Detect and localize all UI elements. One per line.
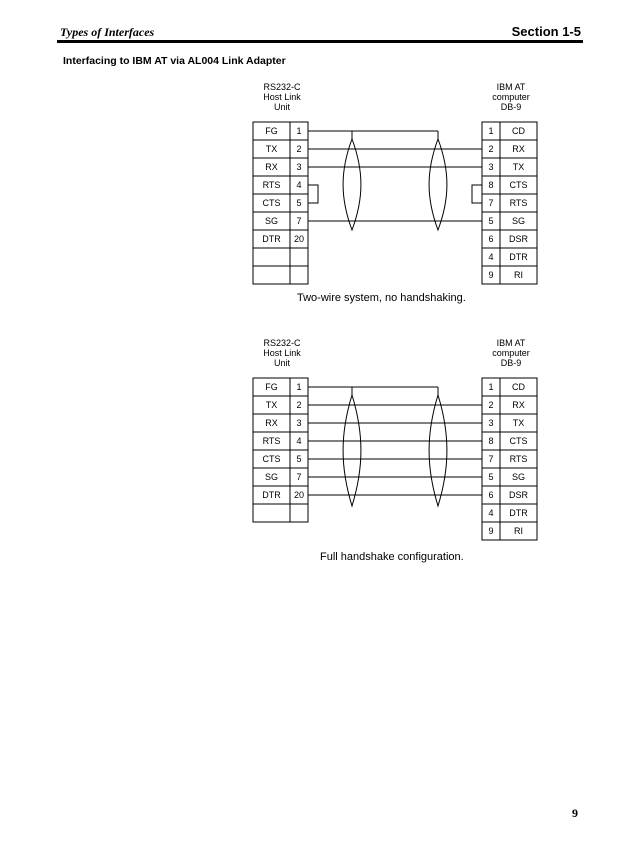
- right-signal-label: SG: [511, 216, 525, 226]
- right-signal-label: TX: [512, 418, 525, 428]
- right-pin-number: 4: [488, 252, 494, 262]
- wiring-diagram-two-wire: [0, 82, 638, 282]
- right-signal-label: DTR: [509, 252, 528, 262]
- right-pin-number: 1: [488, 126, 494, 136]
- right-signal-label: RTS: [509, 454, 528, 464]
- left-pin-number: [290, 504, 308, 522]
- right-pin-number: 5: [488, 216, 494, 226]
- left-signal-label: FG: [265, 126, 278, 136]
- right-pin-number: 8: [488, 436, 494, 446]
- left-signal-label: TX: [265, 144, 278, 154]
- header-rule: [57, 40, 583, 43]
- left-pin-number: 4: [296, 180, 302, 190]
- right-signal-label: RX: [512, 144, 525, 154]
- right-pin-number: 6: [488, 490, 494, 500]
- left-pin-number: 1: [296, 382, 302, 392]
- left-pin-number: 5: [296, 198, 302, 208]
- right-pin-number: 7: [488, 454, 494, 464]
- left-pin-number: 2: [296, 144, 302, 154]
- right-pin-number: 8: [488, 180, 494, 190]
- wiring-diagram-full-handshake: [0, 338, 638, 538]
- left-device-line: Unit: [273, 102, 290, 112]
- section-title: Types of Interfaces: [60, 25, 155, 39]
- right-signal-label: DSR: [508, 234, 528, 244]
- right-pin-number: 1: [488, 382, 494, 392]
- left-pin-number: [290, 266, 308, 284]
- left-device-line: RS232-C: [263, 82, 301, 92]
- left-signal-label: FG: [265, 382, 278, 392]
- right-pin-number: 6: [488, 234, 494, 244]
- left-pin-number: 20: [293, 490, 304, 500]
- left-signal-label: TX: [265, 400, 278, 410]
- left-pin-number: 5: [296, 454, 302, 464]
- left-signal-label: CTS: [262, 454, 281, 464]
- right-pin-number: 2: [488, 144, 494, 154]
- wiring-svg: [0, 82, 638, 282]
- cable-shield-outline: [343, 395, 361, 506]
- right-pin-number: 2: [488, 400, 494, 410]
- right-device-line: IBM AT: [496, 82, 526, 92]
- left-pin-number: [290, 248, 308, 266]
- left-signal-label: RTS: [262, 436, 281, 446]
- cable-shield-outline: [429, 139, 447, 230]
- right-signal-label: SG: [511, 472, 525, 482]
- loopback-rts-cts-right: [472, 185, 482, 203]
- right-signal-label: RTS: [509, 198, 528, 208]
- left-signal-label: SG: [264, 216, 278, 226]
- right-pin-number: 7: [488, 198, 494, 208]
- right-device-line: DB-9: [500, 358, 522, 368]
- right-signal-label: RI: [514, 270, 523, 280]
- loopback-rts-cts-left: [308, 185, 318, 203]
- left-signal-label: CTS: [262, 198, 281, 208]
- right-signal-label: TX: [512, 162, 525, 172]
- right-pin-number: 3: [488, 162, 494, 172]
- right-signal-label: RX: [512, 400, 525, 410]
- right-signal-label: DSR: [508, 490, 528, 500]
- left-device-line: Host Link: [263, 348, 301, 358]
- right-device-line: computer: [492, 348, 530, 358]
- page-number: 9: [572, 806, 578, 820]
- right-device-line: IBM AT: [496, 338, 526, 348]
- right-signal-label: RI: [514, 526, 523, 536]
- left-signal-label: [253, 266, 290, 284]
- cable-shield-outline: [429, 395, 447, 506]
- left-device-line: RS232-C: [263, 338, 301, 348]
- diagram-caption: Two-wire system, no handshaking.: [297, 292, 466, 304]
- diagram-caption: Full handshake configuration.: [320, 551, 464, 563]
- subheading: Interfacing to IBM AT via AL004 Link Adapter: [63, 55, 286, 67]
- cable-shield-outline: [343, 139, 361, 230]
- left-device-line: Host Link: [263, 92, 301, 102]
- left-pin-number: 7: [296, 472, 302, 482]
- right-device-line: computer: [492, 92, 530, 102]
- right-pin-number: 3: [488, 418, 494, 428]
- right-pin-number: 4: [488, 508, 494, 518]
- right-signal-label: CTS: [509, 436, 528, 446]
- right-pin-number: 9: [488, 270, 494, 280]
- left-signal-label: DTR: [262, 234, 281, 244]
- left-pin-number: 4: [296, 436, 302, 446]
- left-pin-number: 3: [296, 162, 302, 172]
- right-signal-label: CTS: [509, 180, 528, 190]
- left-signal-label: RTS: [262, 180, 281, 190]
- right-signal-label: CD: [512, 126, 525, 136]
- left-signal-label: RX: [265, 162, 278, 172]
- left-pin-number: 1: [296, 126, 302, 136]
- left-pin-number: 7: [296, 216, 302, 226]
- left-pin-number: 20: [293, 234, 304, 244]
- right-signal-label: DTR: [509, 508, 528, 518]
- left-signal-label: [253, 248, 290, 266]
- left-signal-label: SG: [264, 472, 278, 482]
- left-signal-label: DTR: [262, 490, 281, 500]
- section-number: Section 1-5: [511, 24, 581, 39]
- right-device-line: DB-9: [500, 102, 522, 112]
- right-pin-number: 5: [488, 472, 494, 482]
- left-signal-label: RX: [265, 418, 278, 428]
- left-pin-number: 2: [296, 400, 302, 410]
- left-signal-label: [253, 504, 290, 522]
- left-pin-number: 3: [296, 418, 302, 428]
- left-device-line: Unit: [273, 358, 290, 368]
- wiring-svg: [0, 338, 638, 538]
- right-signal-label: CD: [512, 382, 525, 392]
- right-pin-number: 9: [488, 526, 494, 536]
